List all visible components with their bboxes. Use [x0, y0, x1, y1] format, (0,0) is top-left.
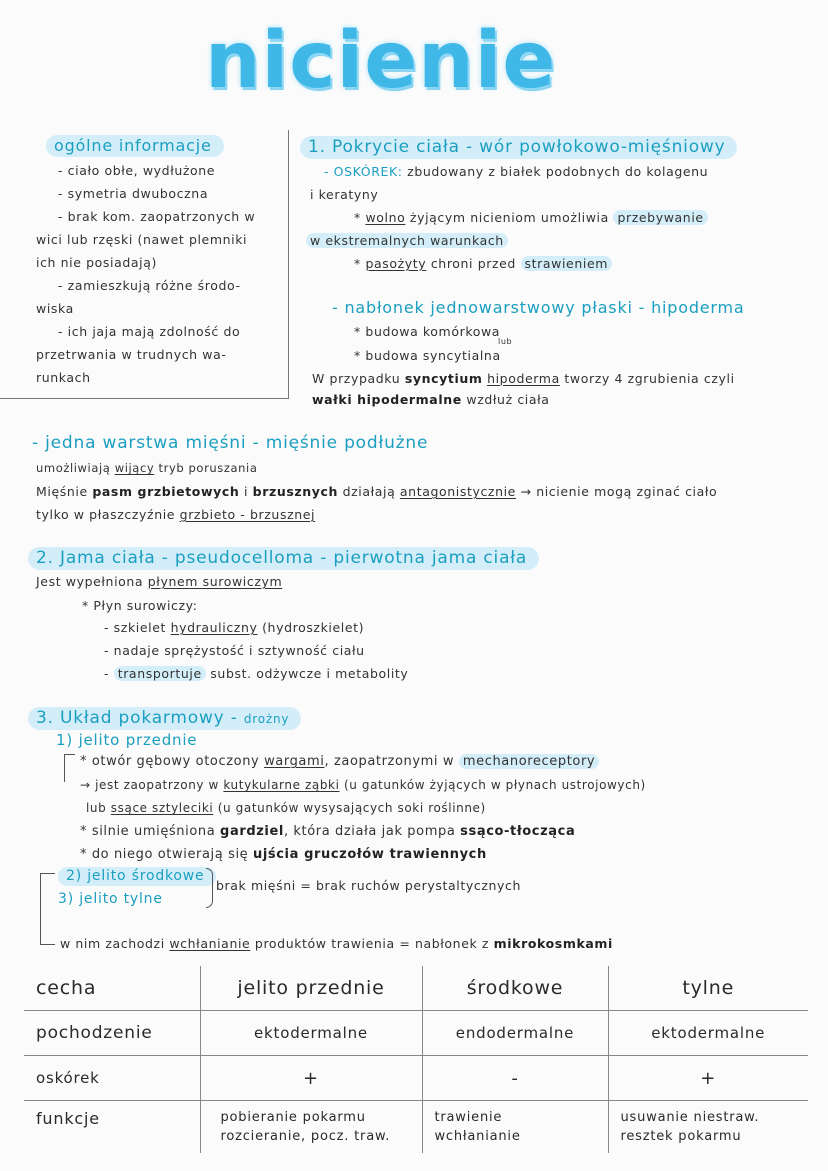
general-line-7: wiska: [36, 301, 74, 316]
foregut-line-5: * do niego otwierają się ujścia gruczołów trawiennych: [80, 847, 487, 862]
foregut-heading: 1) jelito przednie: [56, 731, 198, 749]
table-cell: +: [608, 1056, 808, 1101]
brace-note: brak mięśni = brak ruchów perystaltycznych: [216, 878, 522, 893]
general-line-8: - ich jaja mają zdolność do: [58, 324, 241, 339]
covering-line-5: * pasożyty chroni przed strawieniem: [354, 256, 612, 271]
digestive-heading: 3. Układ pokarmowy - drożny: [28, 708, 301, 728]
general-line-3: - brak kom. zaopatrzonych w: [58, 209, 256, 224]
general-line-4: wici lub rzęski (nawet plemniki: [36, 232, 248, 247]
table-cell: usuwanie niestraw. resztek pokarmu: [608, 1101, 808, 1154]
muscles-line-1: umożliwiają wijący tryb poruszania: [36, 461, 258, 475]
general-line-2: - symetria dwuboczna: [58, 186, 209, 201]
muscles-heading: - jedna warstwa mięśni - mięśnie podłużne: [32, 433, 429, 453]
cavity-heading: 2. Jama ciała - pseudocelloma - pierwotna jama ciała: [28, 548, 539, 568]
table-row: [24, 1011, 808, 1056]
general-line-5: ich nie posiadają): [36, 255, 157, 270]
covering-line-2: i keratyny: [310, 187, 379, 202]
cavity-line-5: - transportuje subst. odżywcze i metabolity: [104, 666, 409, 681]
epidermis-heading: - nabłonek jednowarstwowy płaski - hipoderma: [332, 298, 745, 317]
covering-line-1: - OSKÓREK: zbudowany z białek podobnych do kolagenu: [324, 164, 709, 179]
table-cell: oskórek: [24, 1056, 200, 1101]
features-table: [24, 966, 808, 1153]
epidermis-line-2: * budowa syncytialna: [354, 348, 501, 363]
muscles-line-3: tylko w płaszczyźnie grzbieto - brzusznej: [36, 507, 316, 522]
general-heading: ogólne informacje: [46, 136, 224, 155]
epidermis-line-4: wałki hipodermalne wzdłuż ciała: [312, 392, 550, 407]
epidermis-line-3: W przypadku syncytium hipoderma tworzy 4 zgrubienia czyli: [312, 371, 735, 386]
table-header-cell: jelito przednie: [200, 966, 422, 1011]
table-header-cell: cecha: [36, 977, 97, 999]
midgut-heading: 2) jelito środkowe: [58, 868, 216, 884]
table-header-cell: tylne: [608, 966, 808, 1011]
foregut-line-4: * silnie umięśniona gardziel, która działa jak pompa ssąco-tłocząca: [80, 824, 576, 839]
box-bottom-border: [0, 398, 289, 399]
cavity-line-2: * Płyn surowiczy:: [82, 598, 198, 613]
brace: [206, 868, 213, 908]
absorption-arrow: [40, 873, 55, 945]
table-row: [24, 1101, 808, 1154]
table-header-row: [24, 966, 808, 1011]
table-cell: funkcje: [24, 1101, 200, 1154]
table-cell: ektodermalne: [200, 1011, 422, 1056]
table-row: [24, 1056, 808, 1101]
epidermis-line-1: * budowa komórkowa: [354, 324, 501, 339]
absorption-line: w nim zachodzi wchłanianie produktów trawienia = nabłonek z mikrokosmkami: [60, 936, 613, 951]
cavity-line-1: Jest wypełniona płynem surowiczym: [36, 574, 283, 589]
hindgut-heading: 3) jelito tylne: [58, 891, 163, 907]
table-header-cell: środkowe: [422, 966, 608, 1011]
table-cell: pobieranie pokarmu rozcieranie, pocz. traw.: [200, 1101, 422, 1154]
muscles-line-2: Mięśnie pasm grzbietowych i brzusznych działają antagonistycznie → nicienie mogą zginać ciało: [36, 484, 718, 499]
general-line-6: - zamieszkują różne środo-: [58, 278, 241, 293]
cavity-line-4: - nadaje sprężystość i sztywność ciału: [104, 643, 365, 658]
page-title: nicienie: [205, 16, 557, 106]
table-cell: trawienie wchłanianie: [422, 1101, 608, 1154]
epidermis-or: lub: [498, 337, 513, 346]
cavity-line-3: - szkielet hydrauliczny (hydroszkielet): [104, 620, 365, 635]
box-right-border: [288, 130, 289, 398]
covering-line-4: w ekstremalnych warunkach: [306, 233, 508, 248]
foregut-line-3: lub ssące sztyleciki (u gatunków wysysających soki roślinne): [86, 801, 486, 815]
general-line-1: - ciało obłe, wydłużone: [58, 163, 216, 178]
foregut-line-2: → jest zaopatrzony w kutykularne ząbki (u gatunków żyjących w płynach ustrojowych): [80, 778, 646, 792]
table-cell: endodermalne: [422, 1011, 608, 1056]
table-cell: pochodzenie: [24, 1011, 200, 1056]
table-cell: -: [422, 1056, 608, 1101]
table-cell: ektodermalne: [608, 1011, 808, 1056]
foregut-arrow: [64, 754, 75, 782]
table-cell: +: [200, 1056, 422, 1101]
foregut-line-1: * otwór gębowy otoczony wargami, zaopatrzonymi w mechanoreceptory: [80, 754, 599, 769]
general-line-9: przetrwania w trudnych wa-: [36, 347, 227, 362]
covering-heading: 1. Pokrycie ciała - wór powłokowo-mięśniowy: [300, 137, 737, 157]
general-line-10: runkach: [36, 370, 91, 385]
covering-line-3: * wolno żyjącym nicieniom umożliwia przebywanie: [354, 210, 708, 225]
